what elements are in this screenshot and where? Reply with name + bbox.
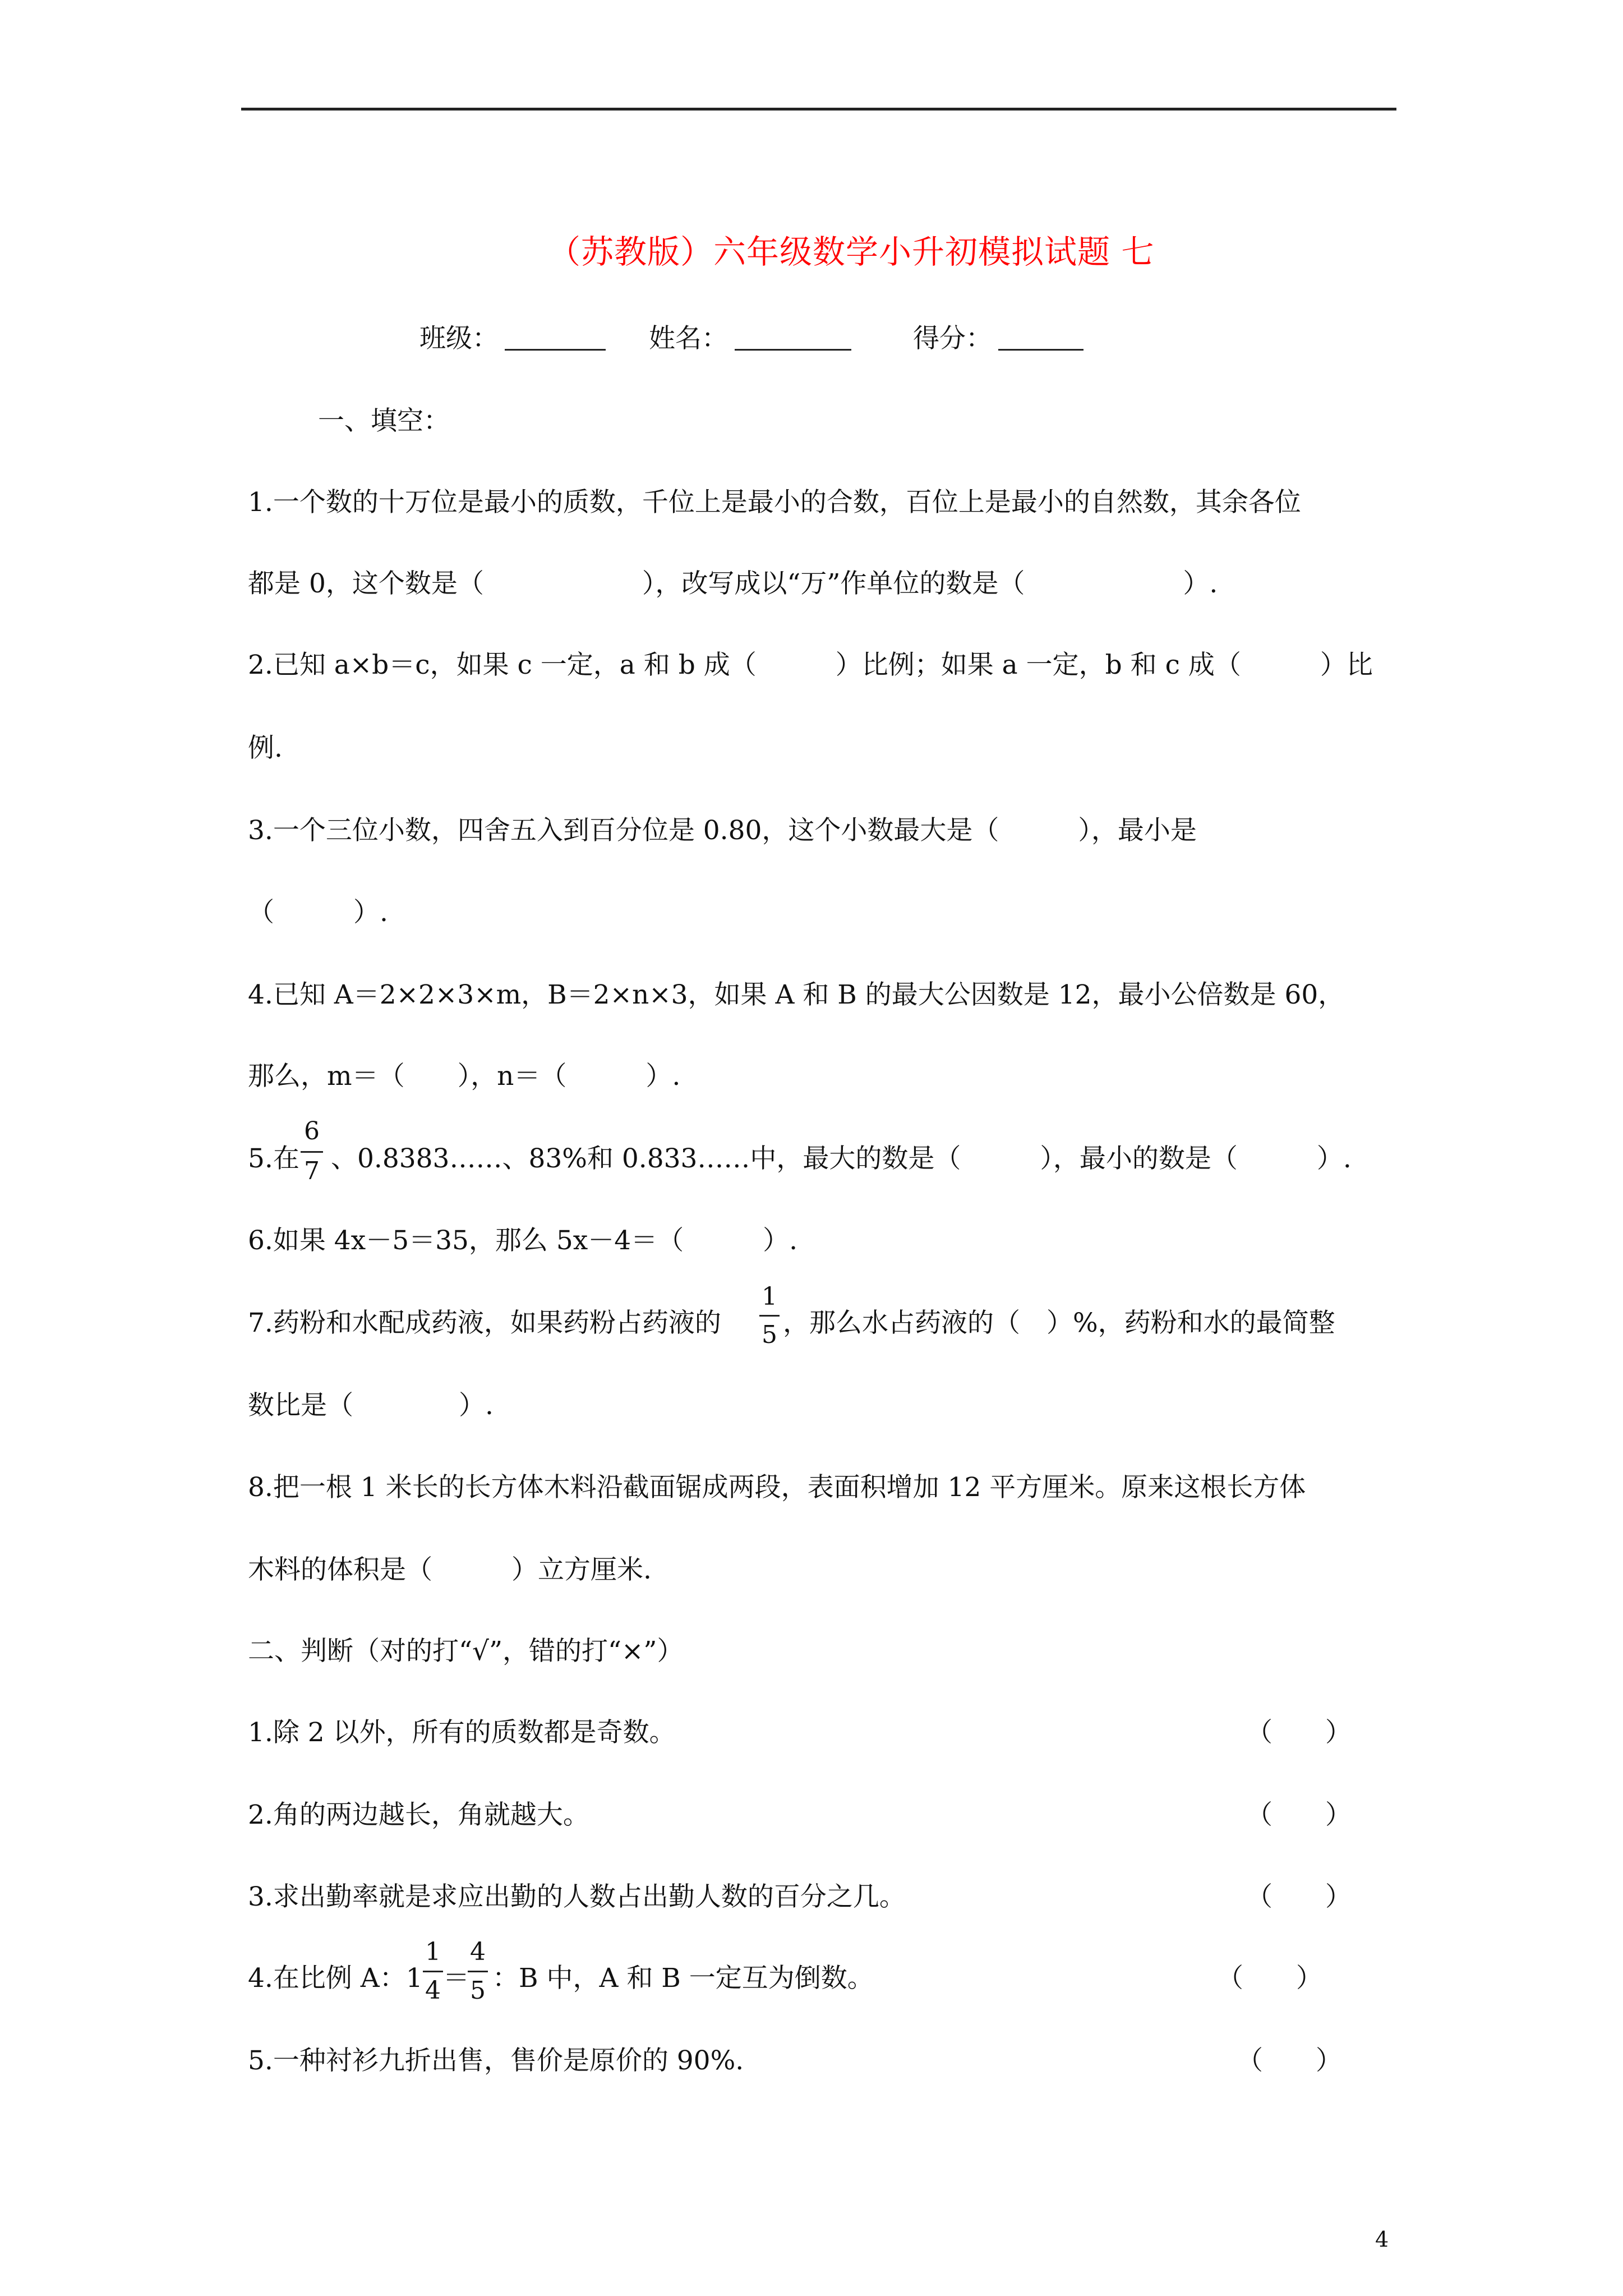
score-label: 得分： — [913, 323, 992, 354]
judge-4-frac1-num: 1 — [425, 1938, 441, 1966]
q3-line1: 3.一个三位小数，四舍五入到百分位是 0.80，这个小数最大是（ ），最小是 — [248, 815, 1197, 846]
judge-4-frac1-den: 4 — [425, 1976, 441, 2005]
section2-heading: 二、判断（对的打“√”，错的打“×”） — [248, 1636, 684, 1667]
judge-1-answer[interactable]: （ ） — [1246, 1717, 1352, 1748]
q7-prefix: 7.药粉和水配成药液，如果药粉占药液的 — [248, 1308, 721, 1338]
q8-line1: 8.把一根 1 米长的长方体木料沿截面锯成两段，表面积增加 12 平方厘米。原来这根长方体 — [248, 1472, 1306, 1503]
q2-line1: 2.已知 a×b＝c，如果 c 一定，a 和 b 成（ ）比例；如果 a 一定，b 和 c 成（ ）比 — [248, 650, 1373, 680]
q5-frac-den: 7 — [304, 1157, 320, 1185]
class-label: 班级： — [419, 323, 499, 354]
judge-4-rest: ：B 中，A 和 B 一定互为倒数。 — [492, 1963, 874, 1994]
judge-4-frac1-bar — [423, 1971, 443, 1972]
judge-2-answer[interactable]: （ ） — [1246, 1800, 1352, 1830]
judge-4-eq: ＝ — [443, 1963, 469, 1994]
q1-line2: 都是 0，这个数是（ ），改写成以“万”作单位的数是（ ）. — [248, 568, 1218, 599]
q1-line1: 1.一个数的十万位是最小的质数，千位上是最小的合数，百位上是最小的自然数，其余各位 — [248, 487, 1301, 518]
page-number: 4 — [1375, 2227, 1389, 2252]
judge-3: 3.求出勤率就是求应出勤的人数占出勤人数的百分之几。 — [248, 1881, 906, 1912]
q2-line2: 例. — [248, 733, 283, 763]
q3-line2: （ ）. — [248, 897, 388, 928]
judge-4-frac2-den: 5 — [470, 1976, 486, 2005]
name-label: 姓名： — [649, 323, 728, 354]
judge-4-answer[interactable]: （ ） — [1217, 1963, 1322, 1994]
page-title: （苏教版）六年级数学小升初模拟试题 七 — [548, 233, 1155, 271]
q5-rest: 、0.8383……、83%和 0.833……中，最大的数是（ ），最小的数是（ ）. — [331, 1143, 1352, 1174]
judge-5-answer[interactable]: （ ） — [1237, 2045, 1342, 2076]
q5-frac-num: 6 — [304, 1117, 320, 1145]
q5-prefix: 5.在 — [248, 1143, 299, 1174]
q7-rest: ，那么水占药液的（ ）%，药粉和水的最简整 — [783, 1308, 1335, 1338]
q7-frac-bar — [759, 1315, 780, 1317]
judge-4-prefix: 4.在比例 A：1 — [248, 1963, 423, 1994]
q8-line2: 木料的体积是（ ）立方厘米. — [248, 1554, 652, 1585]
name-blank[interactable] — [735, 326, 851, 351]
header-rule — [241, 108, 1396, 111]
judge-4-frac2-bar — [468, 1971, 488, 1972]
q4-line2: 那么，m＝（ ），n＝（ ）. — [248, 1061, 681, 1092]
q7-frac-den: 5 — [762, 1320, 777, 1349]
q7-line2: 数比是（ ）. — [248, 1390, 494, 1421]
q5-frac-bar — [301, 1151, 323, 1153]
q4-line1: 4.已知 A＝2×2×3×m，B＝2×n×3，如果 A 和 B 的最大公因数是 12，最小公倍数是 60， — [248, 979, 1345, 1010]
q7-frac-num: 1 — [762, 1282, 777, 1311]
judge-3-answer[interactable]: （ ） — [1246, 1881, 1352, 1912]
class-blank[interactable] — [505, 326, 606, 351]
judge-1: 1.除 2 以外，所有的质数都是奇数。 — [248, 1717, 676, 1748]
judge-4-frac2-num: 4 — [470, 1938, 486, 1966]
judge-5: 5.一种衬衫九折出售，售价是原价的 90%. — [248, 2045, 744, 2076]
score-blank[interactable] — [998, 326, 1083, 351]
judge-2: 2.角的两边越长，角就越大。 — [248, 1800, 589, 1830]
q6: 6.如果 4x－5＝35，那么 5x－4＝（ ）. — [248, 1225, 798, 1256]
section1-heading: 一、填空： — [318, 406, 450, 436]
